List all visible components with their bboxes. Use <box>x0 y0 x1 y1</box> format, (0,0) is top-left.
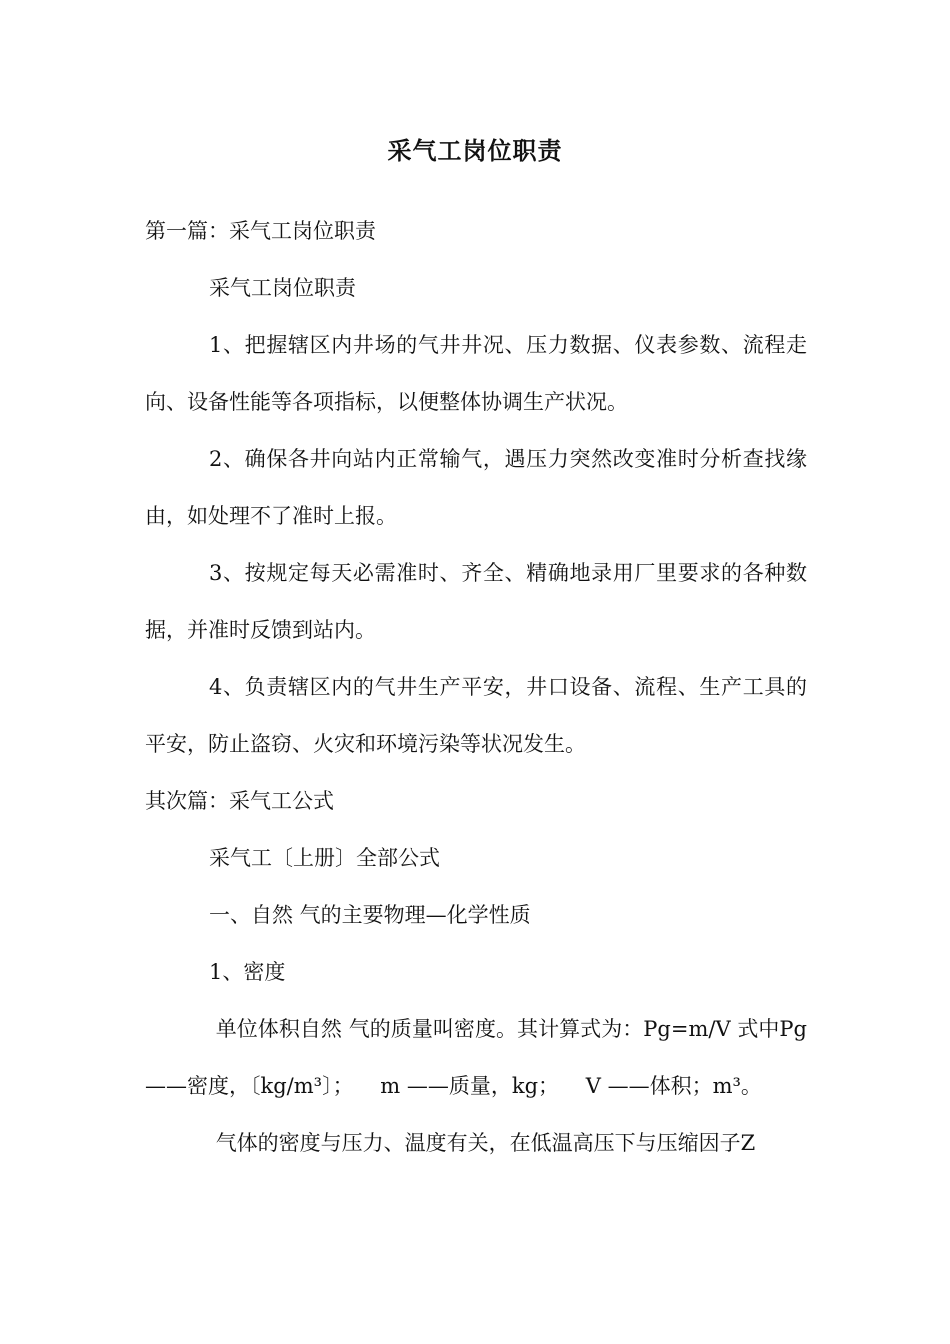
document-body <box>145 203 807 1172</box>
paragraph: 1、把握辖区内井场的气井井况、压力数据、仪表参数、流程走向、设备性能等各项指标，以便整体协调生产状况。 <box>145 333 807 414</box>
paragraph: 其次篇：采气工公式 <box>145 789 334 813</box>
paragraph: 第一篇：采气工岗位职责 <box>145 219 376 243</box>
paragraph: 采气工岗位职责 <box>209 276 356 300</box>
document-title: 采气工岗位职责 <box>387 137 563 165</box>
paragraph: 4、负责辖区内的气井生产平安，井口设备、流程、生产工具的平安，防止盗窃、火灾和环境污染等状况发生。 <box>145 675 807 756</box>
paragraph: 单位体积自然 气的质量叫密度。其计算式为：Pg=m/V 式中Pg——密度，〔kg/m³〕； m ——质量，kg； V ——体积；m³。 <box>145 1017 807 1098</box>
paragraph: 采气工〔上册〕全部公式 <box>209 846 440 870</box>
paragraph: 2、确保各井向站内正常输气，遇压力突然改变准时分析查找缘由，如处理不了准时上报。 <box>145 447 807 528</box>
paragraph: 一、自然 气的主要物理—化学性质 <box>209 903 531 927</box>
paragraph: 气体的密度与压力、温度有关，在低温高压下与压缩因子Z <box>209 1131 756 1155</box>
paragraph: 3、按规定每天必需准时、齐全、精确地录用厂里要求的各种数据，并准时反馈到站内。 <box>145 561 807 642</box>
paragraph: 1、密度 <box>209 960 286 984</box>
